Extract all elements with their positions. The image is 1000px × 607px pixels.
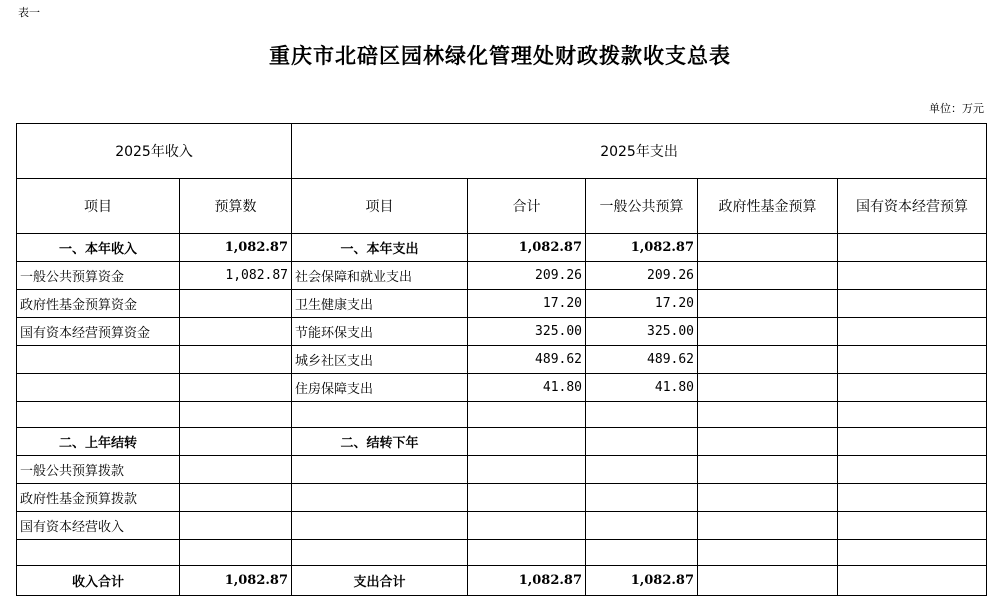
income-item-cell: 一般公共预算资金 <box>17 262 180 290</box>
table-section-header-row <box>17 124 987 179</box>
income-amount-cell <box>180 290 292 318</box>
expense-item-cell <box>292 402 468 428</box>
income-amount-cell <box>180 512 292 540</box>
table-total-row <box>17 566 987 596</box>
government-fund-amount-cell <box>698 262 838 290</box>
income-amount-cell <box>180 346 292 374</box>
expense-total-cell <box>468 540 586 566</box>
expense-total-cell: 1,082.87 <box>468 566 586 596</box>
income-amount-cell: 1,082.87 <box>180 566 292 596</box>
expense-item-cell <box>292 512 468 540</box>
government-fund-amount-cell <box>698 428 838 456</box>
table-row <box>17 290 987 318</box>
expense-total-cell: 17.20 <box>468 290 586 318</box>
income-amount-cell <box>180 484 292 512</box>
general-public-amount-cell <box>586 512 698 540</box>
expense-total-cell: 489.62 <box>468 346 586 374</box>
state-capital-amount-cell <box>838 234 987 262</box>
col-header-government-fund-budget: 政府性基金预算 <box>698 179 838 234</box>
income-section-header: 2025年收入 <box>17 124 292 179</box>
table-row <box>17 484 987 512</box>
income-amount-cell <box>180 374 292 402</box>
col-header-budget-amount: 预算数 <box>180 179 292 234</box>
state-capital-amount-cell <box>838 402 987 428</box>
government-fund-amount-cell <box>698 318 838 346</box>
government-fund-amount-cell <box>698 566 838 596</box>
income-item-cell <box>17 402 180 428</box>
government-fund-amount-cell <box>698 540 838 566</box>
expense-total-cell <box>468 428 586 456</box>
general-public-amount-cell <box>586 456 698 484</box>
col-header-state-capital-budget: 国有资本经营预算 <box>838 179 987 234</box>
general-public-amount-cell: 209.26 <box>586 262 698 290</box>
government-fund-amount-cell <box>698 402 838 428</box>
general-public-amount-cell: 1,082.87 <box>586 234 698 262</box>
state-capital-amount-cell <box>838 566 987 596</box>
income-amount-cell <box>180 318 292 346</box>
income-item-cell: 一、本年收入 <box>17 234 180 262</box>
expense-total-cell: 209.26 <box>468 262 586 290</box>
unit-label: 单位：万元 <box>929 102 984 115</box>
col-header-total: 合计 <box>468 179 586 234</box>
government-fund-amount-cell <box>698 234 838 262</box>
expense-item-cell: 一、本年支出 <box>292 234 468 262</box>
expense-total-cell <box>468 512 586 540</box>
table-row <box>17 374 987 402</box>
general-public-amount-cell: 325.00 <box>586 318 698 346</box>
general-public-amount-cell: 489.62 <box>586 346 698 374</box>
state-capital-amount-cell <box>838 456 987 484</box>
income-item-cell <box>17 540 180 566</box>
state-capital-amount-cell <box>838 346 987 374</box>
income-amount-cell <box>180 456 292 484</box>
income-item-cell <box>17 374 180 402</box>
general-public-amount-cell: 1,082.87 <box>586 566 698 596</box>
state-capital-amount-cell <box>838 540 987 566</box>
expense-total-cell <box>468 484 586 512</box>
expense-item-cell: 节能环保支出 <box>292 318 468 346</box>
expense-item-cell <box>292 484 468 512</box>
expense-item-cell: 卫生健康支出 <box>292 290 468 318</box>
general-public-amount-cell <box>586 484 698 512</box>
expense-item-cell: 二、结转下年 <box>292 428 468 456</box>
expense-total-cell: 1,082.87 <box>468 234 586 262</box>
table-row <box>17 456 987 484</box>
table-row <box>17 402 987 428</box>
table-row <box>17 318 987 346</box>
expense-item-cell: 支出合计 <box>292 566 468 596</box>
table-row <box>17 234 987 262</box>
general-public-amount-cell <box>586 428 698 456</box>
state-capital-amount-cell <box>838 428 987 456</box>
government-fund-amount-cell <box>698 484 838 512</box>
expense-total-cell <box>468 456 586 484</box>
expense-total-cell: 41.80 <box>468 374 586 402</box>
general-public-amount-cell <box>586 540 698 566</box>
income-item-cell <box>17 346 180 374</box>
income-item-cell: 政府性基金预算资金 <box>17 290 180 318</box>
expense-total-cell: 325.00 <box>468 318 586 346</box>
expense-total-cell <box>468 402 586 428</box>
document-label: 表一 <box>18 6 40 19</box>
state-capital-amount-cell <box>838 290 987 318</box>
general-public-amount-cell: 41.80 <box>586 374 698 402</box>
expense-item-cell <box>292 540 468 566</box>
income-item-cell: 一般公共预算拨款 <box>17 456 180 484</box>
page-title: 重庆市北碚区园林绿化管理处财政拨款收支总表 <box>269 43 731 68</box>
government-fund-amount-cell <box>698 374 838 402</box>
income-item-cell: 政府性基金预算拨款 <box>17 484 180 512</box>
state-capital-amount-cell <box>838 512 987 540</box>
government-fund-amount-cell <box>698 512 838 540</box>
table-row <box>17 512 987 540</box>
budget-summary-table <box>16 123 987 596</box>
expense-item-cell <box>292 456 468 484</box>
income-item-cell: 国有资本经营预算资金 <box>17 318 180 346</box>
income-amount-cell: 1,082.87 <box>180 234 292 262</box>
expense-item-cell: 城乡社区支出 <box>292 346 468 374</box>
expense-item-cell: 社会保障和就业支出 <box>292 262 468 290</box>
income-amount-cell <box>180 402 292 428</box>
income-item-cell: 二、上年结转 <box>17 428 180 456</box>
state-capital-amount-cell <box>838 262 987 290</box>
table-row <box>17 540 987 566</box>
government-fund-amount-cell <box>698 346 838 374</box>
state-capital-amount-cell <box>838 374 987 402</box>
income-amount-cell <box>180 540 292 566</box>
general-public-amount-cell: 17.20 <box>586 290 698 318</box>
col-header-income-item: 项目 <box>17 179 180 234</box>
col-header-general-public-budget: 一般公共预算 <box>586 179 698 234</box>
table-row <box>17 262 987 290</box>
income-amount-cell: 1,082.87 <box>180 262 292 290</box>
expense-item-cell: 住房保障支出 <box>292 374 468 402</box>
general-public-amount-cell <box>586 402 698 428</box>
state-capital-amount-cell <box>838 318 987 346</box>
income-item-cell: 国有资本经营收入 <box>17 512 180 540</box>
government-fund-amount-cell <box>698 290 838 318</box>
column-header-row <box>17 179 987 234</box>
table-row <box>17 428 987 456</box>
col-header-expense-item: 项目 <box>292 179 468 234</box>
table-row <box>17 346 987 374</box>
income-item-cell: 收入合计 <box>17 566 180 596</box>
income-amount-cell <box>180 428 292 456</box>
expense-section-header: 2025年支出 <box>292 124 987 179</box>
state-capital-amount-cell <box>838 484 987 512</box>
government-fund-amount-cell <box>698 456 838 484</box>
